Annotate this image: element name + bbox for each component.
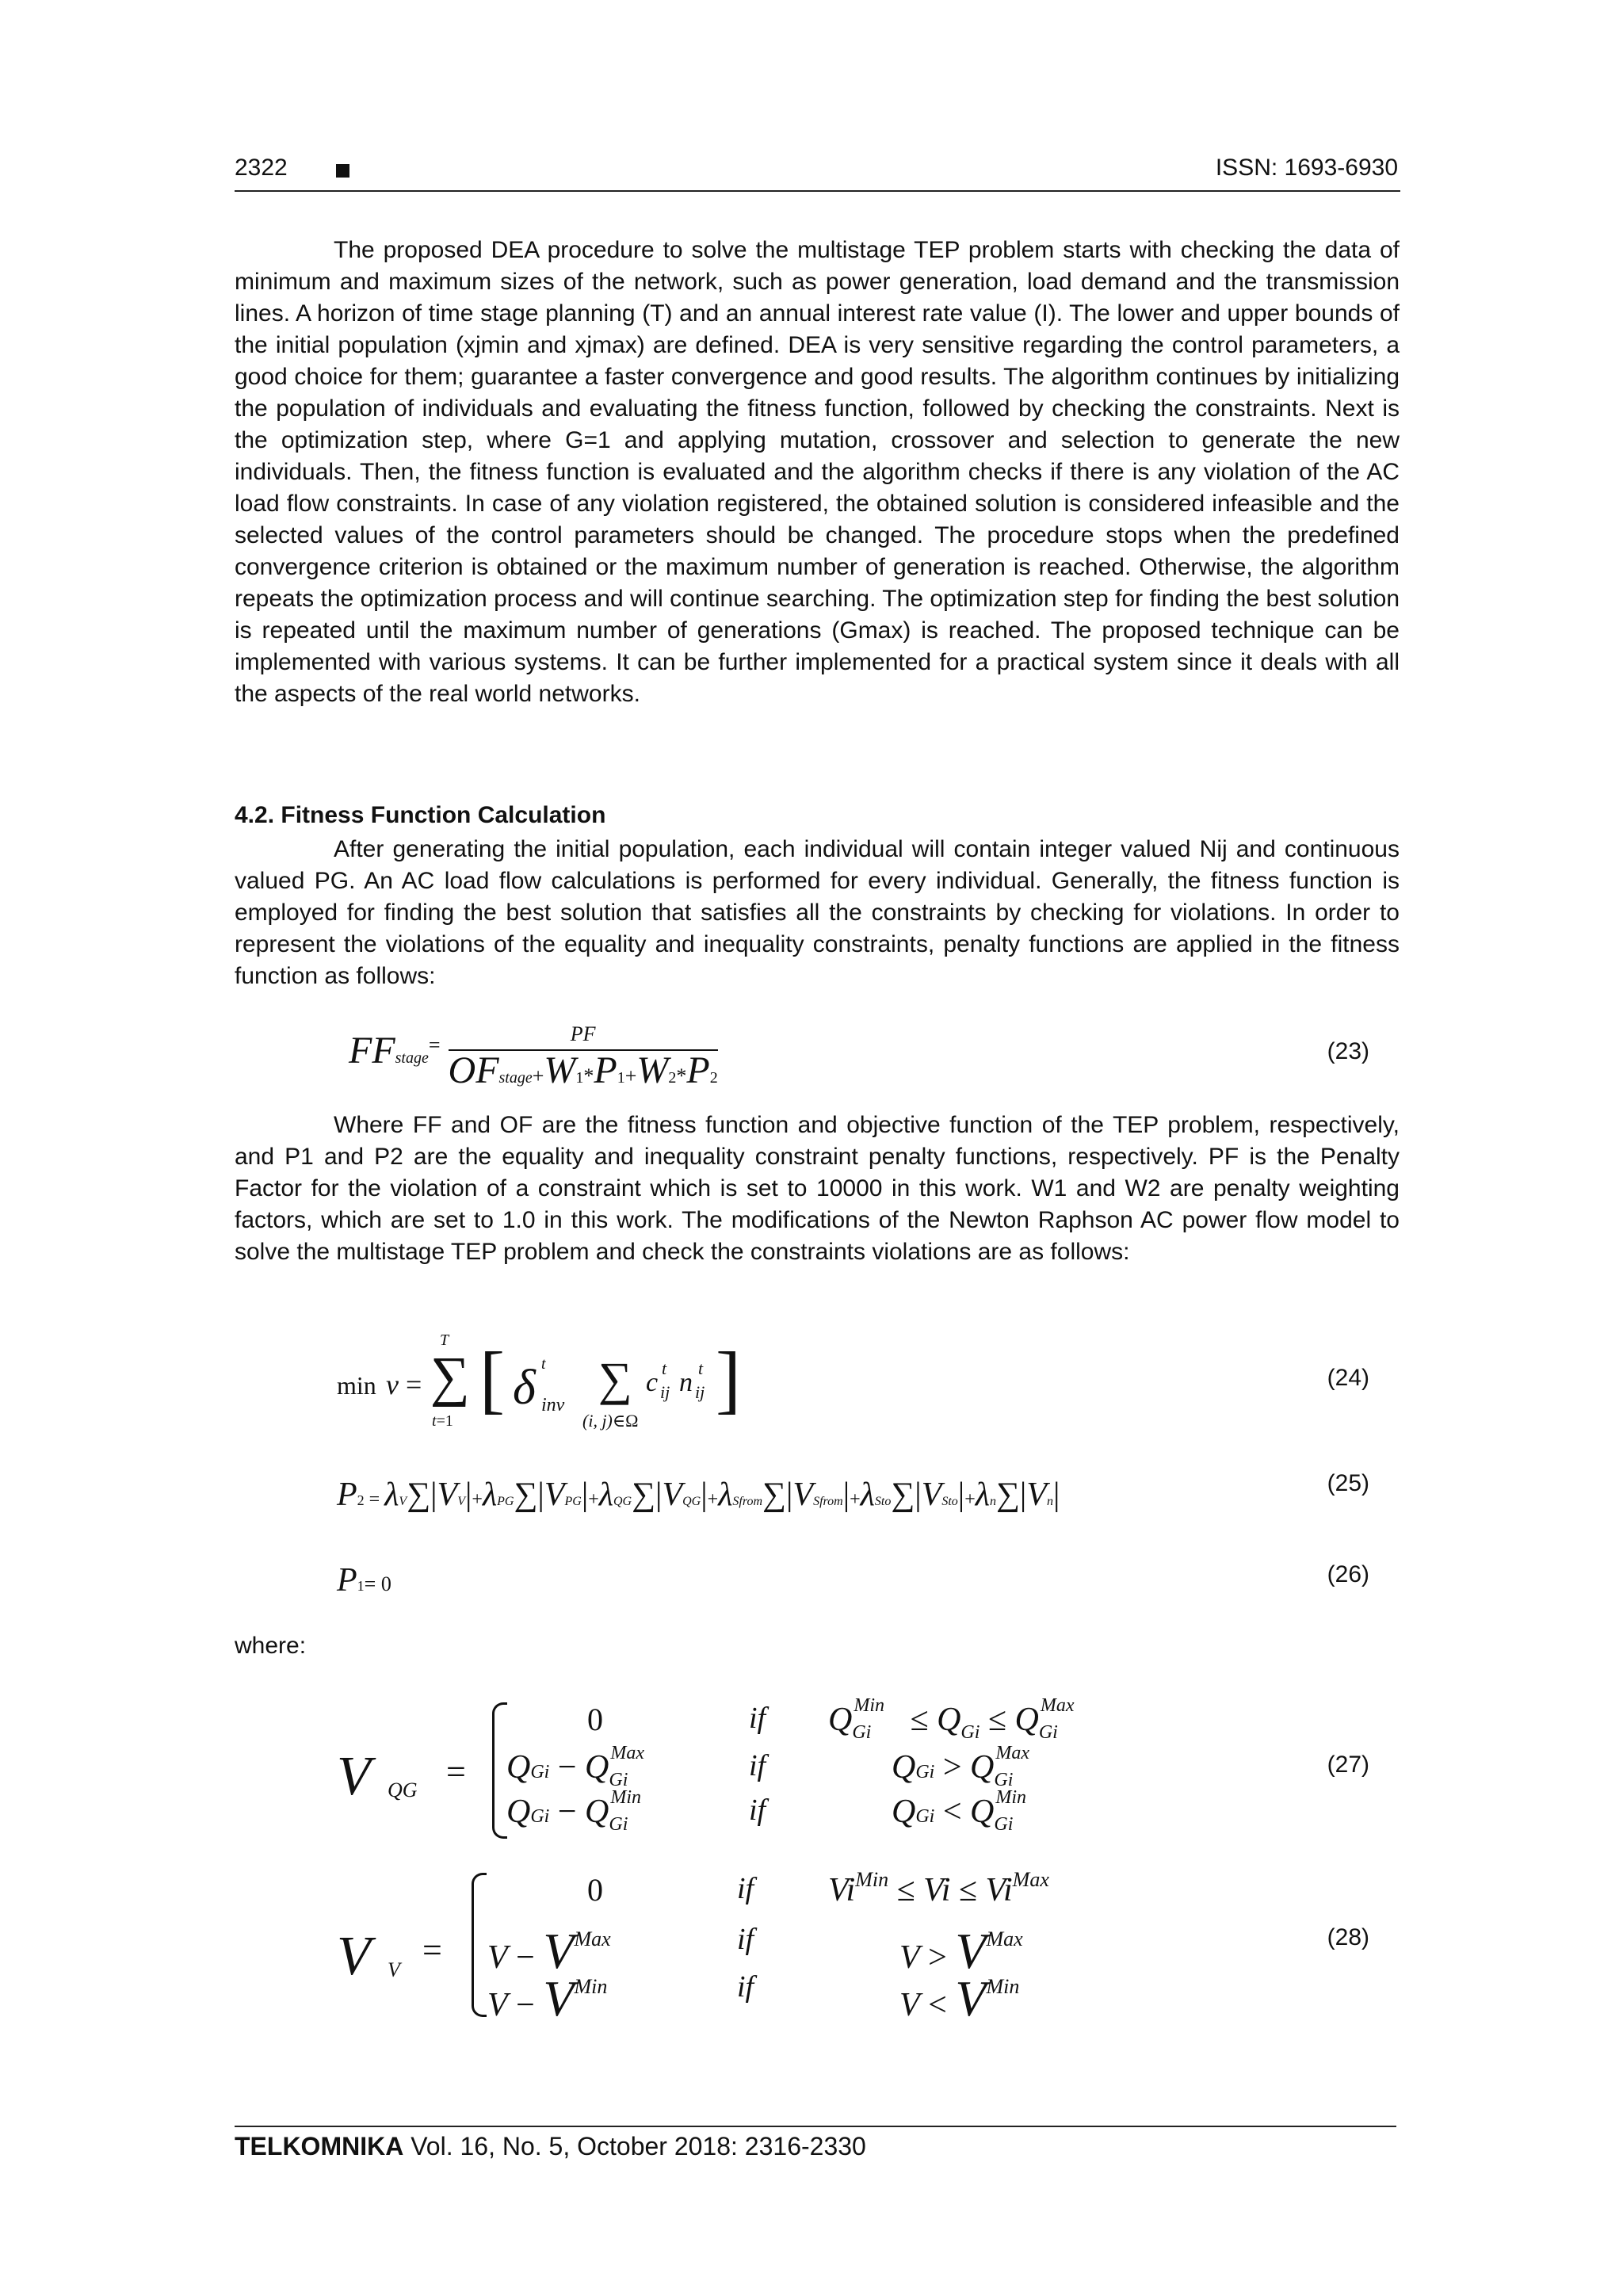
where-label: where: [235,1633,307,1659]
equation-26: P1= 0 [337,1562,391,1599]
journal-issn: ISSN: 1693-6930 [1215,155,1398,181]
page-number: 2322 [235,155,288,181]
footer-citation [235,2132,866,2161]
paragraph-where-ff: Where FF and OF are the fitness function and objective function of the TEP problem, respectively, and P1 and P2 are the equality and inequality constraint penalty functions, respectively. PF is the Penalty Factor for the violation of a constraint which is set to 10000 in this work. W1 and W2 are penalty weighting factors, which are set to 1.0 in this work. The modifications of the Newton Raphson AC power flow model to solve the multistage TEP problem and check the constraints violations are as follows: [235,1112,1400,1265]
section-title: 4.2. Fitness Function Calculation [235,802,606,828]
footer-rule [235,2126,1396,2127]
equation-28: V V = 0 if $Vi^{Min} \le Vi \le Vi^{Max}$ $V - V^{Max}$ if $V > V^{Max}$ $V - V^{Min}$ if $V < V^{Min}$ [337,1868,1049,2027]
equation-number-26: (26) [1327,1561,1369,1587]
eq27-brace [492,1702,507,1839]
paragraph-fitness: After generating the initial population, each individual will contain integer valued Nij and continuous valued PG. An AC load flow calculations is performed for every individual. Generally, the fitness function is employed for finding the best solution that satisfies all the constraints by checking for violations. In order to represent the violations of the equality and inequality constraints, penalty functions are applied in the fitness function as follows: [235,836,1400,989]
equation-27: V QG = 0 if $Q_{Gi}^{Min} \le Q_{Gi} \le Q_{Gi}^{Max}$ QGi − $Q_{Gi}^{Max}$ if QGi > $Q_{Gi}^{Max}$ QGi − $Q_{Gi}^{Min}$ if QGi < $Q_{Gi}^{Min}$ [337,1696,1209,1839]
eq28-brace [472,1873,487,2017]
paragraph-intro: The proposed DEA procedure to solve the multistage TEP problem starts with checking the data of minimum and maximum sizes of the network, such as power generation, load demand and the transmission lines. A horizon of time stage planning (T) and an annual interest rate value (I). The lower and upper bounds of the initial population (xjmin and xjmax) are defined. DEA is very sensitive regarding the control parameters, a good choice for them; guarantee a faster convergence and good results. The algorithm continues by initializing the population of individuals and evaluating the fitness function, followed by checking the constraints. Next is the optimization step, where G=1 and applying mutation, crossover and selection to generate the new individuals. Then, the fitness function is evaluated and the algorithm checks if there is any violation of the AC load flow constraints. In case of any violation registered, the obtained solution is considered infeasible and the selected values of the control parameters should be changed. The procedure stops when the predefined convergence criterion is obtained or the maximum number of generation is reached. Otherwise, the algorithm repeats the optimization process and will continue searching. The optimization step for finding the best solution is repeated until the maximum number of generations (Gmax) is reached. The proposed technique can be implemented with various systems. It can be further implemented for a practical system since it deals with all the aspects of the real world networks. [235,237,1400,707]
equation-24: min v = T ∑ t=1 [ δ t inv ∑ (i, j)∈Ω c ij t n ij t ] [337,1331,741,1431]
equation-number-27: (27) [1327,1752,1369,1778]
header-rule [235,190,1400,192]
equation-number-28: (28) [1327,1924,1369,1950]
footer-details: Vol. 16, No. 5, October 2018: 2316-2330 [403,2132,866,2160]
equation-23: FFstage= PF OFstage+W1*P1+W2*P2 [349,1022,718,1091]
equation-25: P2 = λV∑|VV|+λPG∑|VPG|+λQG∑|VQG|+λSfrom∑|VSfrom|+λSto∑|VSto|+λn∑|Vn| [337,1477,1060,1513]
equation-number-24: (24) [1327,1365,1369,1391]
eq23-numerator: PF [449,1022,718,1051]
eq26-rhs: = 0 [364,1572,391,1595]
eq24-min: min [337,1371,376,1400]
equation-number-25: (25) [1327,1470,1369,1496]
footer-journal: TELKOMNIKA [235,2132,404,2160]
header-square-icon [336,164,349,178]
equation-number-23: (23) [1327,1038,1369,1064]
